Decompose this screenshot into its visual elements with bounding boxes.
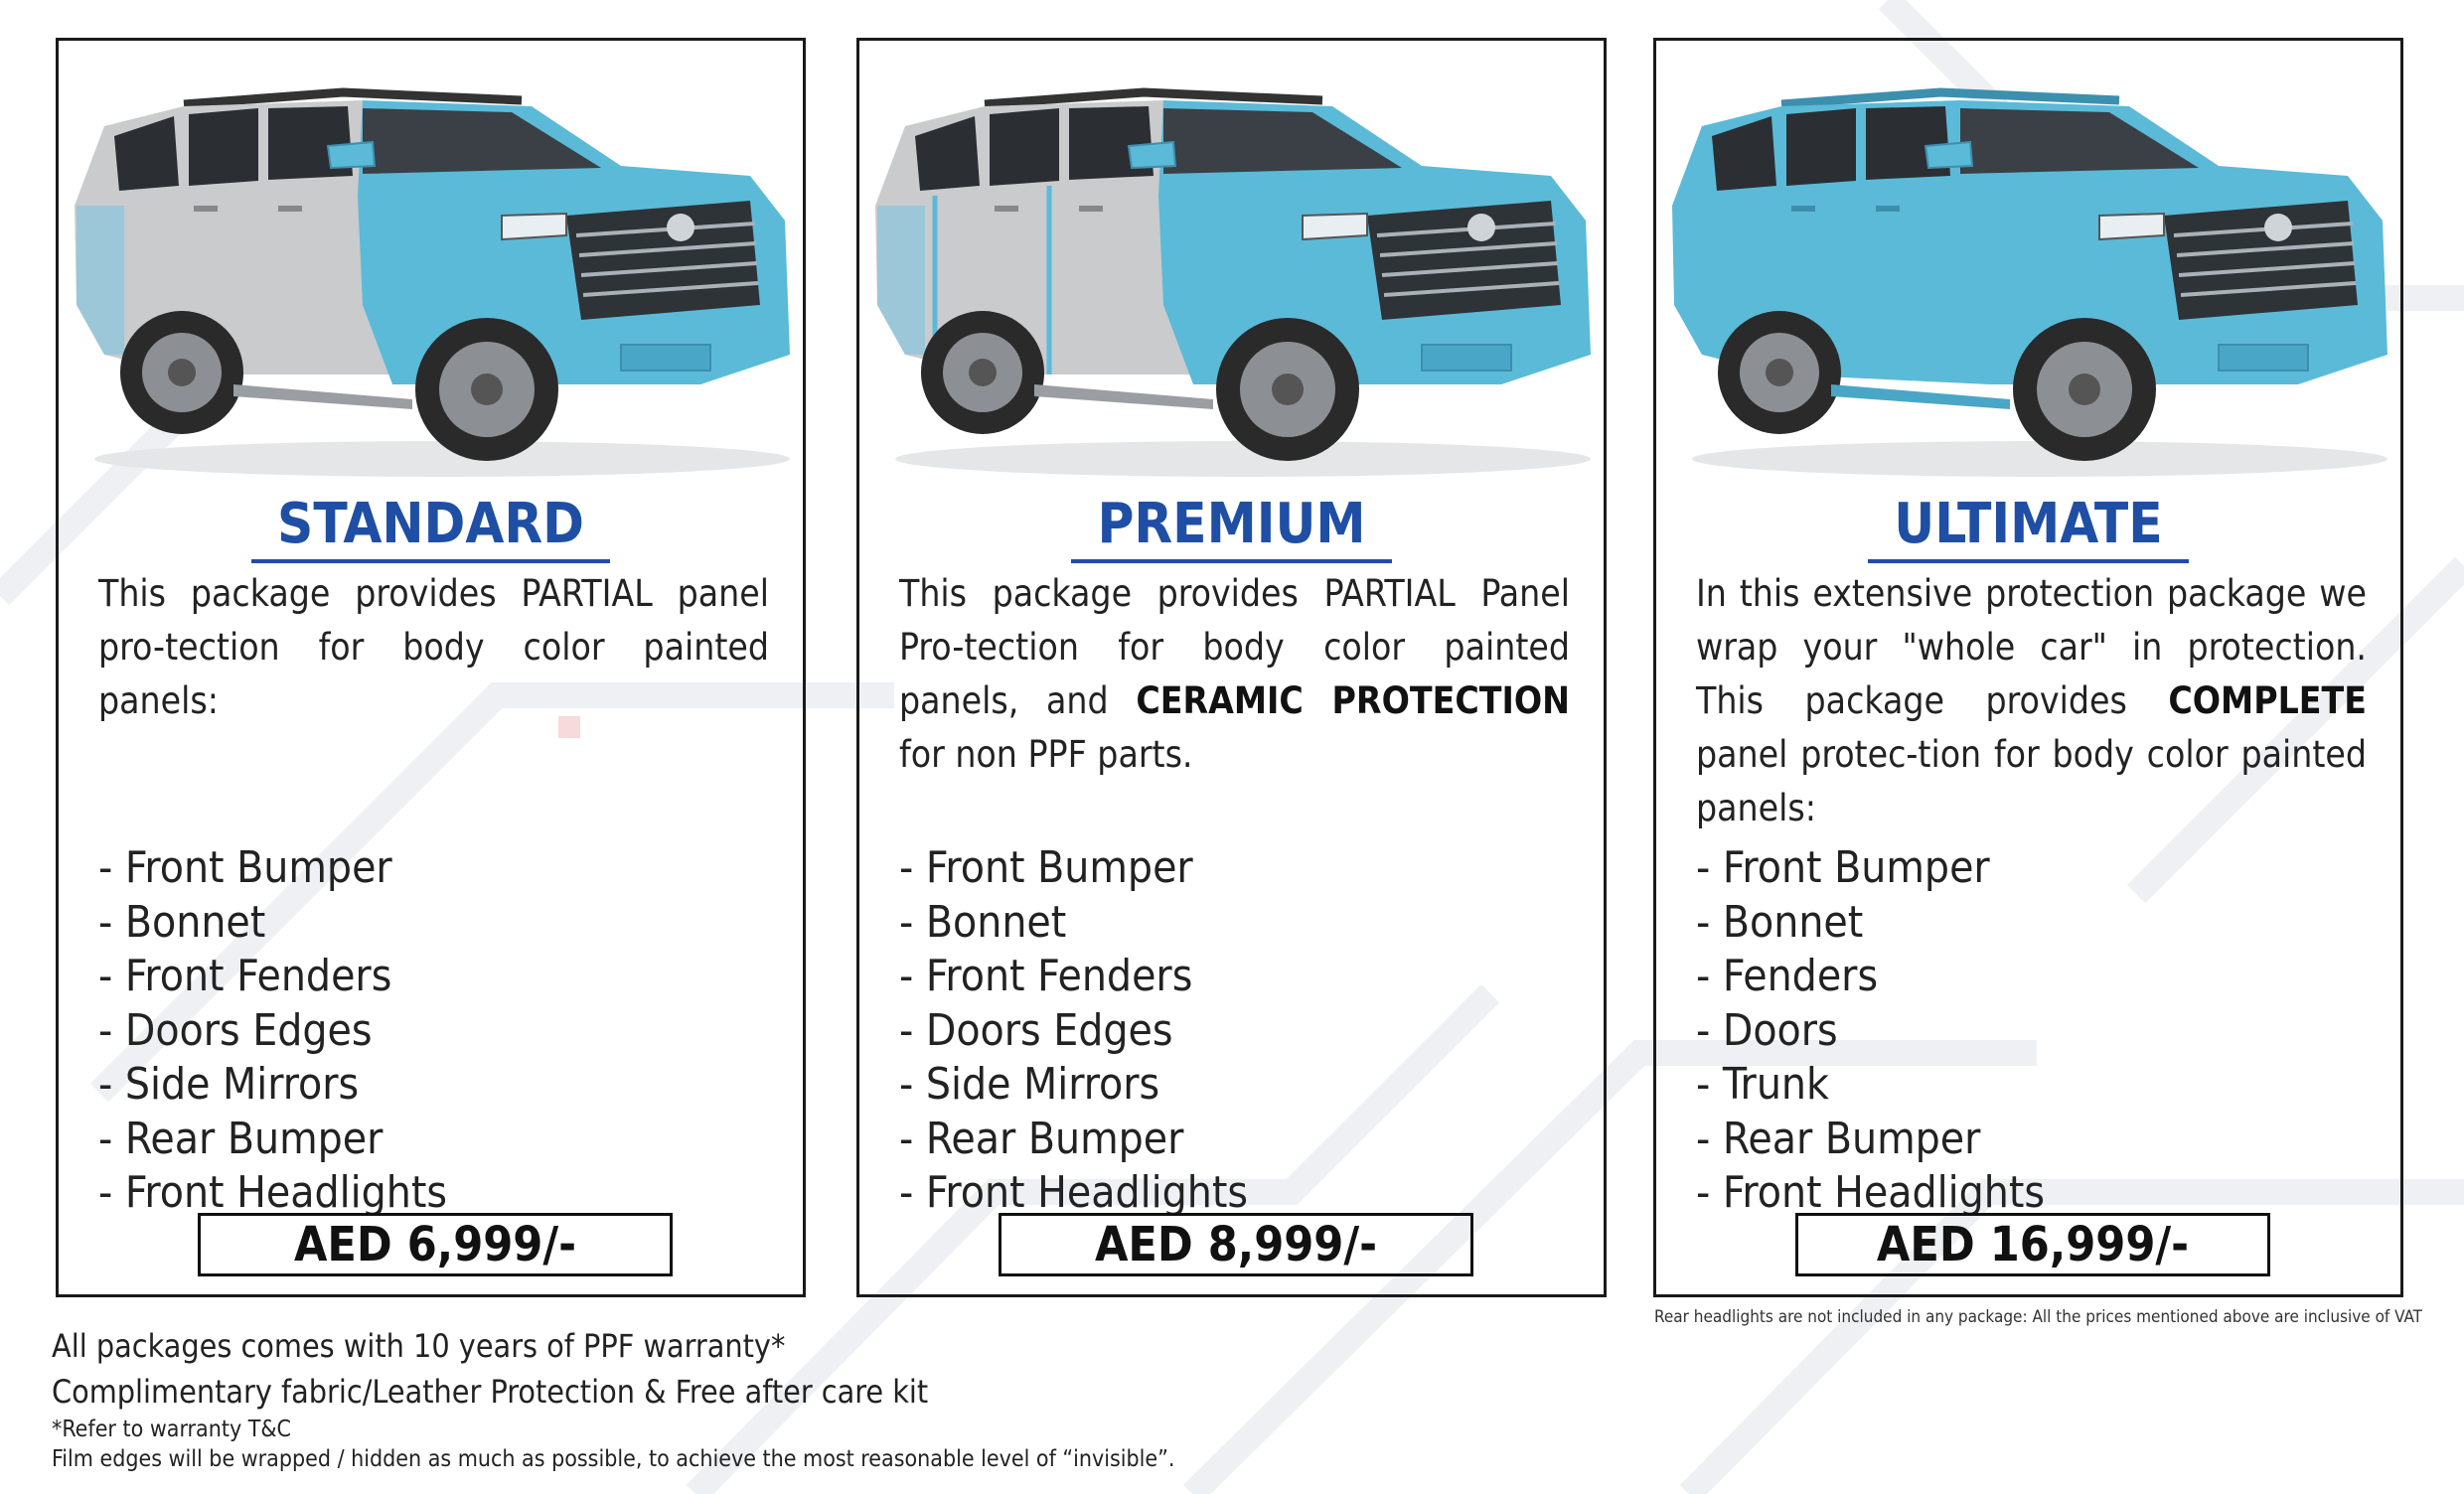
warranty-note: All packages comes with 10 years of PPF warranty* [52,1327,786,1365]
feature-list [98,841,774,1221]
car-image-standard [65,57,800,484]
list-item: - Rear Bumper [899,1113,1184,1164]
list-item: - Front Bumper [1696,842,1990,893]
feature-list [1696,841,2372,1221]
suv-illustration [1662,57,2397,484]
feature-list [899,841,1575,1221]
list-item: - Rear Bumper [1696,1113,1981,1164]
list-item: - Side Mirrors [899,1059,1160,1110]
list-item: - Front Fenders [98,951,392,1001]
list-item: - Front Headlights [98,1167,448,1218]
list-item: - Side Mirrors [98,1059,360,1110]
list-item: - Rear Bumper [98,1113,384,1164]
package-title: STANDARD [59,492,803,563]
package-title: ULTIMATE [1656,492,2400,563]
package-card-premium [856,38,1607,1297]
package-description: In this extensive protection package we wrap your "whole car" in protection. This package provides COMPLETE panel protec-tion for body color painted panels: [1696,572,2367,829]
list-item: - Bonnet [1696,896,1864,948]
list-item: - Bonnet [98,896,266,948]
list-item: - Trunk [1696,1059,1829,1110]
list-item: - Front Headlights [899,1167,1249,1218]
list-item: - Bonnet [899,896,1067,948]
decorative-mark [558,716,580,738]
film-edges-note: Film edges will be wrapped / hidden as much as possible, to achieve the most reasonable level of “invisible”. [52,1446,1175,1472]
list-item: - Front Bumper [899,842,1193,893]
package-description: This package provides PARTIAL Panel Pro-tection for body color painted panels, and CERAMIC PROTECTION for non PPF parts. [899,572,1570,776]
car-image-ultimate [1662,57,2397,484]
car-image-premium [865,57,1601,484]
list-item: - Front Fenders [899,951,1193,1001]
list-item: - Doors [1696,1004,1838,1056]
suv-illustration [65,57,800,484]
list-item: - Front Bumper [98,842,392,893]
list-item: - Fenders [1696,951,1879,1001]
suv-illustration [865,57,1601,484]
package-card-ultimate [1653,38,2403,1297]
list-item: - Front Headlights [1696,1167,2046,1218]
price-box: AED 8,999/- [999,1213,1473,1276]
package-description: This package provides PARTIAL panel pro-tection for body color painted panels: [98,572,769,722]
list-item: - Doors Edges [899,1004,1173,1056]
package-title: PREMIUM [859,492,1604,563]
vat-note: Rear headlights are not included in any package: All the prices mentioned above are inclusive of VAT [1654,1307,2423,1327]
warranty-reference: *Refer to warranty T&C [52,1417,291,1442]
price-box: AED 6,999/- [198,1213,673,1276]
footer-notes [52,1323,1174,1474]
price-box: AED 16,999/- [1795,1213,2270,1276]
package-card-standard [56,38,806,1297]
list-item: - Doors Edges [98,1004,373,1056]
complimentary-note: Complimentary fabric/Leather Protection & Free after care kit [52,1373,929,1411]
